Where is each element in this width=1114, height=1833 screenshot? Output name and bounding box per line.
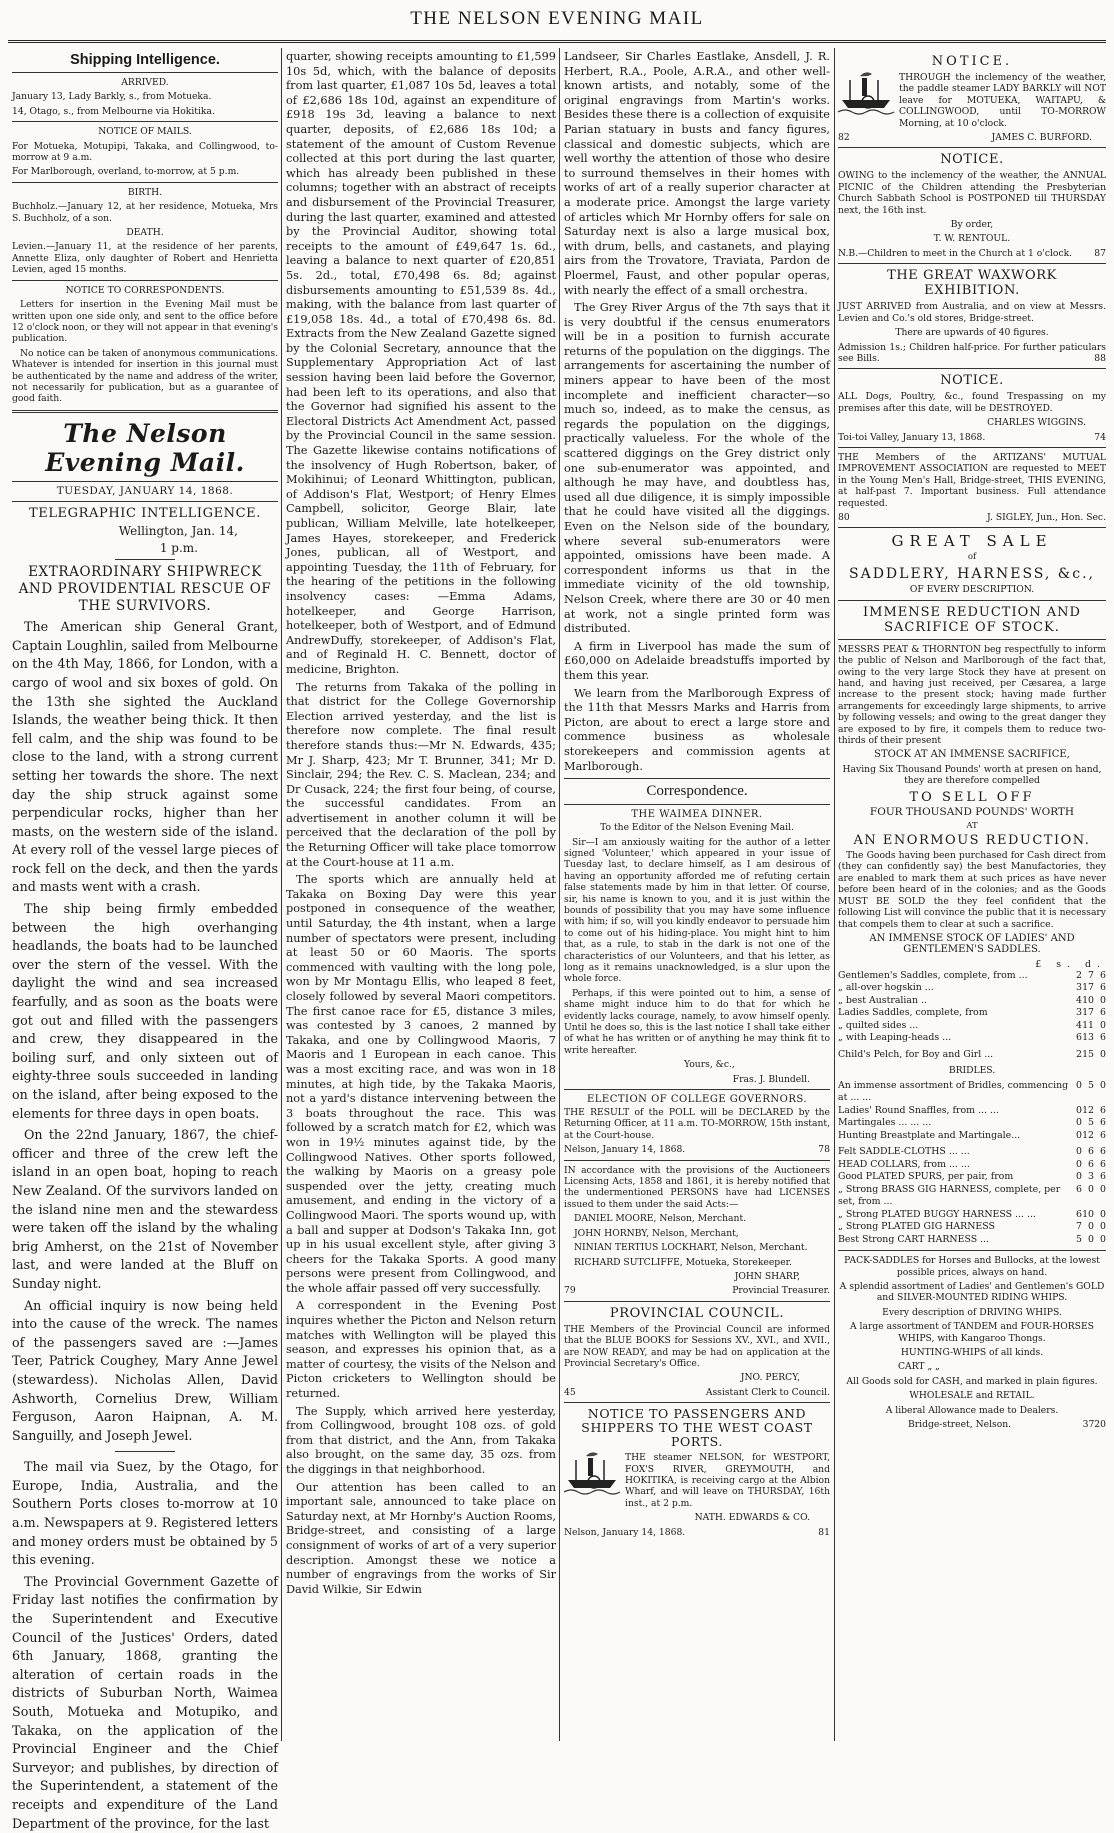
price-row — [838, 1146, 1106, 1159]
artizans-signature: 80 J. SIGLEY, Jun., Hon. Sec. — [838, 511, 1106, 523]
price-columns: £ s. d. — [1035, 958, 1106, 970]
column-divider — [834, 48, 835, 1741]
price-item: „ with Leaping-heads ... — [838, 1032, 952, 1044]
price-value: 12 — [1082, 1104, 1094, 1116]
birth-title: BIRTH. — [127, 186, 163, 198]
price-value: 0 — [1076, 1104, 1082, 1116]
price-value: 11 — [1082, 1019, 1094, 1031]
license-name: RICHARD SUTCLIFFE, Motueka, Storekeeper. — [574, 1256, 792, 1268]
price-value: 0 — [1100, 994, 1106, 1006]
price-value: 15 — [1082, 1048, 1094, 1060]
article-paragraph: Our attention has been called to an important sale, announced to take place on Saturday next, at Mr Hornby's Auction Rooms, Bridge-street, and consisting of a large consignment of works of art of a very superior description. Amongst these we notice a number of engravings from the works of Sir David Wilkie, Sir Edwin — [286, 1480, 556, 1596]
notice-text: OWING to the inclemency of the weather, the ANNUAL PICNIC of the Children attending the Presbyterian Church Sabbath School is POSTPONED till THURSDAY next, the 16th inst. — [838, 170, 1106, 216]
waxwork-admission: Admission 1s.; Children half-price. For further paticulars see Bills. 88 — [838, 341, 1106, 364]
telegraphic-place: Wellington, Jan. 14, — [118, 524, 238, 539]
immense-reduction-heading: IMMENSE REDUCTION AND SACRIFICE OF STOCK. — [863, 604, 1081, 635]
notice-title: NOTICE. — [940, 152, 1004, 168]
article-paragraph: The mail via Suez, by the Otago, for Europe, India, Australia, and the Southern Ports closes to-morrow at 10 a.m. Newspapers at 9. Registered letters and money orders must be obtained by 5 this evening. — [12, 1459, 278, 1568]
price-value: 12 — [1082, 1129, 1094, 1141]
council-title: PROVINCIAL COUNCIL. — [609, 1305, 785, 1321]
great-sale-heading: GREAT SALE — [891, 532, 1053, 551]
column-divider — [281, 48, 282, 1741]
column-4 — [838, 50, 1106, 1741]
price-value: 5 — [1088, 1079, 1094, 1091]
divider — [564, 1402, 830, 1403]
price-item: „ Strong PLATED BUGGY HARNESS ... ... — [838, 1208, 1036, 1220]
death-text: Levien.—January 11, at the residence of her parents, Annette Eliza, only daughter of Robert and Henrietta Levien, aged 15 months. — [12, 241, 278, 276]
sale-description: OF EVERY DESCRIPTION. — [909, 584, 1035, 596]
steamer-notice — [564, 1452, 830, 1512]
steamer-notice-text: THE steamer NELSON, for WESTPORT, FOX'S RIVER, GREYMOUTH, and HOKITIKA, is receiving cargo at the Albion Wharf, and will leave on THURSDAY, 16th inst., at 2 p.m. — [625, 1452, 830, 1509]
waxwork-figures: There are upwards of 40 figures. — [895, 327, 1049, 339]
column-2 — [286, 50, 556, 1741]
price-value: 0 — [1088, 1233, 1094, 1245]
article-paragraph: A correspondent in the Evening Post inquires whether the Picton and Nelson return matches with Wellington will be played this season, and expresses his opinion that, as a matter of courtesy, the visits of the Nelson and Picton cricketers to Wellington should be returned. — [286, 1299, 556, 1401]
price-value: 6 — [1100, 1032, 1106, 1044]
price-value: 0 — [1076, 1146, 1082, 1158]
correspondents-title: NOTICE TO CORRESPONDENTS. — [65, 284, 225, 296]
letter-closing: Yours, &c., — [684, 1059, 735, 1071]
letter-signature: Fras. J. Blundell. — [732, 1073, 810, 1085]
price-value: 6 — [1088, 1158, 1094, 1170]
price-value: 7 — [1088, 969, 1094, 981]
divider — [838, 527, 1106, 528]
divider — [564, 1301, 830, 1302]
four-thousand-line: FOUR THOUSAND POUNDS' WORTH — [869, 805, 1075, 818]
article-paragraph: The sports which are annually held at Takaka on Boxing Day were this year postponed in consequence of the weather, until Saturday, the 4th instant, when a large number of spectators were present, including at least 50 or 60 Maoris. The sports commenced with vaulting with the long pole, won by Mr Montagu Ellis, who leaped 8 feet, closely followed by several Maori competitors. The first canoe race for £5, distance 3 miles, was contested by 3 canoes, 2 manned by Takaka, and one by Collingwood Maoris, 7 Maoris and 1 European in each canoe. This was a most exciting race, and was won in 18 minutes, at high tide, by the Takaka Maoris, not a yard's distance intervening between the 3 boats throughout the race. This was followed by a scratch match for £2, which was won in 19½ minutes against tide, by the Collingwood Natives. Other sports followed, the walking by Maoris on a greasy pole suspended over the jetty, creating much amusement, and ending in the victory of a Collingwood Maori. The sports wound up, with a ball and supper at Dodson's Takaka Inn, got up in his usual excellent style, after giving 3 cheers for the Takaka Sports. A good many persons were present from Collingwood, and the whole affair passed off very successfully. — [286, 873, 556, 1295]
pack-saddles-line: PACK-SADDLES for Horses and Bullocks, at the lowest possible prices, always on hand. — [844, 1255, 1100, 1278]
artizans-text: THE Members of the ARTIZANS' MUTUAL IMPROVEMENT ASSOCIATION are requested to MEET in the Young Men's Hall, Bridge-street, THIS EVENING, at half-past 7. Important business. Full attendance requested. — [838, 451, 1106, 509]
price-value: 6 — [1100, 1007, 1106, 1019]
waxwork-text: JUST ARRIVED from Australia, and on view at Messrs. Levien and Co.'s old stores, Bridge-street. — [838, 301, 1106, 324]
letter-addressee: To the Editor of the Nelson Evening Mail. — [600, 822, 794, 834]
price-value: 6 — [1076, 1032, 1082, 1044]
price-item: „ quilted sides ... — [838, 1019, 919, 1031]
council-signature: JNO. PERCY, — [740, 1372, 800, 1384]
notice-signature: T. W. RENTOUL. — [933, 233, 1011, 245]
price-row — [838, 1159, 1106, 1172]
divider — [12, 72, 278, 73]
notice-signature: 82 JAMES C. BURFORD. — [838, 132, 1092, 144]
price-value: 6 — [1100, 982, 1106, 994]
article-paragraph: The returns from Takaka of the polling in that district for the College Governorship Election arrived yesterday, and the list is therefore now complete. The final result therefore stands thus:—Mr N. Edwards, 435; Mr J. Sharp, 423; Mr T. Brunner, 341; Mr D. Sinclair, 294; the Rev. C. S. Maclean, 234; and Dr Cusack, 224; the first four being, of course, the successful candidates. From an advertisement in another column it will be perceived that the declaration of the poll by the Returning Officer will take place tomorrow at the Court-house at 11 a.m. — [286, 680, 556, 869]
mails-title: NOTICE OF MAILS. — [98, 126, 192, 138]
column-divider — [559, 48, 560, 1741]
price-value: 10 — [1082, 994, 1094, 1006]
divider — [12, 121, 278, 122]
price-row — [838, 1130, 1106, 1143]
sale-paragraph: MESSRS PEAT & THORNTON beg respectfully to inform the public of Nelson and Marlborough of the fact that, owing to the very large Stock they have at present on hand, and having just received, per Cæsarea, a large increase to the present stock; having made further arrangements for exceedingly large shipments, to arrive by following vessels; and owing to the great danger they are exposed to by fire, it compels them to reduce two-thirds of their present — [838, 643, 1106, 747]
article-paragraph: The ship being firmly embedded between the high overhanging headlands, the boats had to be launched over the stern of the vessel. With the daylight the wind and sea increased fearfully, and as soon as the boats were got out and filled with the passengers and crew, they disappeared in the boiling surf, and only sixteen out of eighty-three souls succeeded in landing on the island, after being exposed to the elements for three days in open boats. — [12, 901, 278, 1121]
licenses-signature: JOHN SHARP, — [734, 1270, 800, 1282]
price-value: 0 — [1088, 1221, 1094, 1233]
sale-at: AT — [966, 821, 978, 832]
price-item: HEAD COLLARS, from ... ... — [838, 1158, 970, 1170]
price-value: 2 — [1076, 1048, 1082, 1060]
price-row — [838, 1007, 1106, 1020]
price-value: 6 — [1100, 1171, 1106, 1183]
price-value: 3 — [1076, 982, 1082, 994]
enormous-reduction-heading: AN ENORMOUS REDUCTION. — [853, 833, 1091, 849]
price-row — [838, 1105, 1106, 1118]
price-value: 17 — [1082, 982, 1094, 994]
article-paragraph: The Provincial Government Gazette of Friday last notifies the confirmation by the Superintendent and Executive Council of the Justices' Orders, dated 6th January, 1868, granting the alteration of certain roads in the districts of Suburban North, Waimea South, Motueka and Motupiko, and Takaka, on the application of the Provincial Engineer and the Chief Surveyor; and publishes, by direction of the Superintendent, a statement of the receipts and expenditure of the Land Department of the province, for the last — [12, 1573, 278, 1831]
arrived-line: 14, Otago, s., from Melbourne via Hokitika. — [12, 105, 215, 117]
price-value: 6 — [1100, 1104, 1106, 1116]
price-value: 0 — [1100, 1019, 1106, 1031]
waxwork-title: THE GREAT WAXWORK EXHIBITION. — [887, 268, 1057, 299]
licenses-text: IN accordance with the provisions of the Auctioneers Licensing Acts, 1858 and 1861, it is hereby notified that the undermentioned PERSONS have had LICENSES issued to them under the said Acts:— — [564, 1164, 830, 1210]
price-row — [838, 1080, 1106, 1105]
sale-of: of — [967, 552, 977, 563]
article-paragraph: Landseer, Sir Charles Eastlake, Ansdell, J. R. Herbert, R.A., Poole, A.R.A., and other well-known artists, and notably, some of the original engravings from Martin's works. Besides these there is a collection of exquisite Parian statuary in busts and fancy figures, classical and domestic subjects, which are well worthy the attention of those who desire to surround themselves in their homes with works of art of a really superior character at a moderate price. Amongst the large variety of articles which Mr Hornby offers for sale on Saturday next is also a large musical box, with drum, bells, and castanets, and playing airs from the Trovatore, Traviata, Pardon de Ploermel, Faust, and other popular operas, with nearly the effect of a small orchestra. — [564, 50, 830, 297]
price-row — [838, 970, 1106, 983]
price-value: 6 — [1100, 1117, 1106, 1129]
sale-having-line: Having Six Thousand Pounds' worth at presen on hand, they are therefore compelled — [842, 763, 1102, 787]
hunting-whips-line: HUNTING-WHIPS of all kinds. — [900, 1346, 1044, 1358]
price-item: „ Strong BRASS GIG HARNESS, complete, per set, from ... — [838, 1183, 1061, 1208]
price-value: 5 — [1076, 1233, 1082, 1245]
saddlery-heading: SADDLERY, HARNESS, &c., — [849, 566, 1095, 583]
shipwreck-headline: EXTRAORDINARY SHIPWRECK AND PROVIDENTIAL RESCUE OF THE SURVIVORS. — [18, 564, 272, 615]
price-item: Ladies Saddles, complete, from — [838, 1007, 988, 1019]
price-row — [838, 1049, 1106, 1062]
price-value: 3 — [1088, 1171, 1094, 1183]
divider — [838, 368, 1106, 369]
sale-paragraph: The Goods having been purchased for Cash direct from (they can confidently say) the best Manufactories, they are enabled to mark them at such prices as have never before been heard of in the colonies; and as the Goods MUST BE SOLD the they feel confident that the following List will convince the public that it is necessary that compels them to clear at such a sacrifice. — [838, 850, 1106, 930]
article-paragraph: An official inquiry is now being held into the cause of the wreck. The names of the passengers saved are :—James Teer, Patrick Coughey, Mary Anne Jewel (stewardess). Nicholas Allen, David Ashworth, Cornelius Drew, William Ferguson, Aaron Haipnan, A. M. Sanguilly, and Joseph Jewel. — [12, 1297, 278, 1443]
bridles-heading: BRIDLES. — [948, 1065, 996, 1077]
divider — [564, 1160, 830, 1161]
price-item: An immense assortment of Bridles, commencing at ... ... — [838, 1079, 1069, 1104]
letter-paragraph: Sir—I am anxiously waiting for the author of a letter signed 'Volunteer,' which appeared in your issue of Tuesday last, to declare himself, as I am desirous of having an opportunity afforded me of refuting certain false statements made by him in that letter. Of course, sir, his name is known to you, and it is just within the bounds of possibility that you may have some influence with him; if so, will you kindly endeavor to persuade him to come out of his hiding-place. You might hint to him that, as a rule, to stab in the dark is not one of the characteristics of our Volunteers, and that his letter, as long as it remains unacknowledged, is a slur upon the whole force. — [564, 836, 830, 985]
price-item: Good PLATED SPURS, per pair, from — [838, 1171, 1014, 1183]
price-value: 6 — [1100, 1129, 1106, 1141]
bridles-price-table — [838, 1080, 1106, 1143]
price-value: 0 — [1100, 1183, 1106, 1195]
sale-address: Bridge-street, Nelson. 3720 — [908, 1419, 1106, 1430]
divider — [115, 1451, 175, 1452]
divider — [838, 447, 1106, 448]
election-text: THE RESULT of the POLL will be DECLARED by the Returning Officer, at 11 a.m. TO-MORROW, 15th instant, at the Court-house. — [564, 1107, 830, 1141]
divider — [12, 410, 278, 413]
arrived-line: January 13, Lady Barkly, s., from Motueka. — [12, 91, 212, 103]
arrived-heading: ARRIVED. — [121, 77, 169, 88]
price-item: Hunting Breastplate and Martingale... — [838, 1129, 1021, 1141]
price-row — [838, 1234, 1106, 1247]
council-role: 45 Assistant Clerk to Council. — [564, 1386, 830, 1398]
paddle-steamer-icon — [838, 72, 894, 116]
price-item: „ best Australian .. — [838, 994, 927, 1006]
divider — [838, 600, 1106, 601]
lady-barkly-notice — [838, 72, 1106, 132]
price-row — [838, 1184, 1106, 1209]
notice-text: THROUGH the inclemency of the weather, the paddle steamer LADY BARKLY will NOT leave for MOTUEKA, WAITAPU, & COLLINGWOOD, until TO-MORROW Morning, at 10 o'clock. — [899, 72, 1106, 129]
notice-title: NOTICE. — [940, 373, 1004, 389]
price-value: 17 — [1082, 1007, 1094, 1019]
price-value: 6 — [1076, 1183, 1082, 1195]
notice-nb: N.B.—Children to meet in the Church at 1 o'clock. 87 — [838, 247, 1106, 259]
to-sell-off-heading: TO SELL OFF — [909, 789, 1035, 805]
divider — [838, 1250, 1106, 1251]
article-paragraph: The Supply, which arrived here yesterday, from Collingwood, brought 108 ozs. of gold from that district, and the Ann, from Takaka also brought, on the same day, 35 ozs. from the diggings in that neighborhood. — [286, 1404, 556, 1476]
price-item: Martingales ... ... ... — [838, 1117, 932, 1129]
riding-whips-line: A splendid assortment of Ladies' and Gentlemen's GOLD and SILVER-MOUNTED RIDING WHIPS. — [839, 1280, 1105, 1304]
passengers-signature: NATH. EDWARDS & CO. — [694, 1512, 810, 1524]
saddles-price-table — [838, 970, 1106, 1045]
divider — [12, 280, 278, 281]
telegraphic-time: 1 p.m. — [159, 541, 198, 556]
price-row — [838, 1032, 1106, 1045]
price-row — [838, 995, 1106, 1008]
saddles-heading: AN IMMENSE STOCK OF LADIES' AND GENTLEMEN'S SADDLES. — [869, 932, 1075, 956]
passengers-title: NOTICE TO PASSENGERS AND SHIPPERS TO THE WEST COAST PORTS. — [581, 1406, 813, 1450]
price-value: 5 — [1088, 1117, 1094, 1129]
cart-whips-line: CART „ „ — [898, 1361, 940, 1373]
article-paragraph: The Grey River Argus of the 7th says that it is very doubtful if the census enumerators will be in a position to furnish accurate returns of the population on the diggings. The arrangements for ascertaining the number of miners appear to have been of the most incomplete and inefficient character—so much so, indeed, as to make the census, as regards the population on the diggings, practically valueless. For the whole of the scattered diggings on the Grey district only one sub-enumerator was appointed, and although he may have, and doubtless has, used all due diligence, it is simply impossible that he could have visited all the diggings. Even on the Nelson side of the boundary, where several sub-enumerators were appointed, omissions have been made. A correspondent informs us that in the immediate vicinity of the old township, Nelson Creek, where there are 30 or 40 men at work, not a single printed form was distributed. — [564, 301, 830, 636]
sale-stock-line: STOCK AT AN IMMENSE SACRIFICE, — [874, 749, 1070, 761]
passengers-date: Nelson, January 14, 1868. 81 — [564, 1526, 830, 1538]
price-row — [838, 1209, 1106, 1222]
article-paragraph: A firm in Liverpool has made the sum of £60,000 on Adelaide breadstuffs imported by them this year. — [564, 639, 830, 682]
price-value: 0 — [1076, 1129, 1082, 1141]
price-value: 0 — [1088, 1183, 1094, 1195]
divider — [838, 263, 1106, 264]
allowance-line: A liberal Allowance made to Dealers. — [885, 1404, 1059, 1416]
license-name: DANIEL MOORE, Nelson, Merchant. — [574, 1213, 747, 1225]
price-item: Felt SADDLE-CLOTHS ... ... — [838, 1146, 970, 1158]
price-item: Gentlemen's Saddles, complete, from ... — [838, 969, 1028, 981]
divider — [838, 147, 1106, 148]
price-value: 6 — [1100, 969, 1106, 981]
price-value: 0 — [1076, 1171, 1082, 1183]
notice-signature: CHARLES WIGGINS. — [987, 417, 1086, 429]
election-title: ELECTION OF COLLEGE GOVERNORS. — [586, 1094, 808, 1106]
price-value: 6 — [1100, 1146, 1106, 1158]
divider — [12, 182, 278, 183]
correspondence-title: Correspondence. — [646, 783, 748, 800]
license-name: JOHN HORNBY, Nelson, Merchant, — [574, 1227, 739, 1239]
mails-line: For Marlborough, overland, to-morrow, at 5 p.m. — [12, 166, 240, 178]
cash-line: All Goods sold for CASH, and marked in plain figures. — [846, 1375, 1098, 1387]
election-date: Nelson, January 14, 1868. 78 — [564, 1144, 830, 1156]
notice-date: Toi-toi Valley, January 13, 1868. 74 — [838, 431, 1106, 443]
newspaper-logo: The Nelson Evening Mail. — [45, 418, 245, 477]
article-paragraph: We learn from the Marlborough Express of the 11th that Messrs Marks and Harris from Picton, are about to erect a large store and commence business as wholesale storekeepers and commission agents at Marlborough. — [564, 686, 830, 773]
price-value: 4 — [1076, 1019, 1082, 1031]
divider — [838, 639, 1106, 640]
price-value: 0 — [1100, 1221, 1106, 1233]
price-value: 6 — [1100, 1158, 1106, 1170]
divider — [564, 804, 830, 805]
harness-price-table — [838, 1146, 1106, 1246]
price-value: 2 — [1076, 969, 1082, 981]
price-item: „ all-over hogskin ... — [838, 982, 934, 994]
price-value: 7 — [1076, 1221, 1082, 1233]
price-row — [838, 1171, 1106, 1184]
price-item: Ladies' Round Snaffles, from ... ... — [838, 1104, 999, 1116]
price-value: 3 — [1076, 1007, 1082, 1019]
correspondents-p2: No notice can be taken of anonymous communications. Whatever is intended for insertion in this journal must be authenticated by the name and address of the writer, not necessarily for publication, but as a guarantee of good faith. — [12, 347, 278, 405]
article-paragraph: quarter, showing receipts amounting to £1,599 10s 5d, which, with the balance of deposits from last quarter, £1,087 10s 5d, leaves a total of £2,686 18s 10d, against an expenditure of £918 19s 3d, leaving a balance to next quarter, deposits, of £2,686 18s 10d; a statement of the amount of Custom Revenue collected at this port during the last quarter, which has already been published in these columns; together with an abstract of receipts and disbursement of the Provincial Treasurer, during the last quarter, examined and attested by the Provincial Auditor, showing total receipts to the amount of £49,647 1s. 6d., leaving a balance to next quarter of £20,851 5s. 2d., total, £70,498 6s. 8d; against disbursements amounting to £51,539 8s. 4d., making, with the balance from last quarter of £19,058 18s. 4d., a total of £70,498 6s. 8d. Extracts from the New Zealand Gazette signed by the Colonial Secretary, announce that the Supplementary Appropriation Act of last session having been laid before the Governor, had been left to its operations, and also that the Governor had signified his assent to the Electoral Districts Act Amendment Act, passed by the Provincial Council in the same session. The Gazette likewise contains notifications of the insolvency of Hugh Robertson, baker, of Mokihinui; of Leonard Whittington, publican, of Addison's Flat, Westport; of Henry Elmes Campbell, solicitor, George Blair, late publican, William Melville, late hotelkeeper, James Hayes, storekeeper, and Frederick Jones, publican, all of Westport, and appointing Tuesday, the 11th of February, for the hearing of the petitions in the following insolvency cases: —Emma Adams, hotelkeeper, and George Harrison, hotelkeeper, both of Westport, and of Edmund AndrewDuffy, storekeeper, of Addison's Flat, and of Reginald H. C. Bennett, doctor of medicine, Brighton. — [286, 50, 556, 676]
price-value: 0 — [1076, 1079, 1082, 1091]
price-value: 0 — [1100, 1208, 1106, 1220]
price-value: 6 — [1076, 1208, 1082, 1220]
tandem-whips-line: A large assortment of TANDEM and FOUR-HORSES WHIPS, with Kangaroo Thongs. — [850, 1321, 1094, 1344]
price-row — [838, 1117, 1106, 1130]
masthead-rule — [8, 40, 1106, 43]
price-value: 0 — [1100, 1048, 1106, 1060]
mails-line: For Motueka, Motupipi, Takaka, and Collingwood, to-morrow at 9 a.m. — [12, 140, 278, 164]
price-item: Best Strong CART HARNESS ... — [838, 1233, 990, 1245]
price-value: 0 — [1076, 1158, 1082, 1170]
article-paragraph: On the 22nd January, 1867, the chief-officer and three of the crew left the island in an open boat, hoping to reach New Zealand. Of the survivors landed on the island nine men and the stewardess were taken off the island by the whaling brig Amherst, on the 21st of November last, and were landed at the Bluff on Sunday night. — [12, 1127, 278, 1291]
birth-text: Buchholz.—January 12, at her residence, Motueka, Mrs S. Buchholz, of a son. — [12, 201, 278, 224]
steamship-icon — [564, 1452, 620, 1496]
price-value: 4 — [1076, 994, 1082, 1006]
price-value: 0 — [1100, 1233, 1106, 1245]
price-row — [838, 1221, 1106, 1234]
notice-order: By order, — [950, 219, 994, 231]
death-title: DEATH. — [126, 227, 164, 239]
price-row — [838, 982, 1106, 995]
divider — [564, 778, 830, 779]
divider — [564, 1089, 830, 1090]
pelch-price-table — [838, 1049, 1106, 1062]
divider — [12, 501, 278, 502]
licenses-role: 79 Provincial Treasurer. — [564, 1285, 830, 1297]
council-text: THE Members of the Provincial Council are informed that the BLUE BOOKS for Sessions XV., XVI., and XVII., are NOW READY, and may be had on application at the Provincial Secretary's Office. — [564, 1323, 830, 1369]
price-row — [838, 1020, 1106, 1033]
column-1 — [12, 50, 278, 1831]
notice-title: NOTICE. — [931, 54, 1013, 69]
price-item: Child's Pelch, for Boy and Girl ... — [838, 1048, 994, 1060]
issue-date: TUESDAY, JANUARY 14, 1868. — [56, 484, 234, 497]
telegraphic-title: TELEGRAPHIC INTELLIGENCE. — [28, 506, 262, 522]
price-value: 13 — [1082, 1032, 1094, 1044]
notice-text: ALL Dogs, Poultry, &c., found Trespassing on my premises after this date, will be DESTROYED. — [838, 391, 1106, 414]
shipping-title: Shipping Intelligence. — [70, 52, 220, 68]
price-value: 6 — [1088, 1146, 1094, 1158]
price-item: „ Strong PLATED GIG HARNESS — [838, 1221, 995, 1233]
price-value: 0 — [1100, 1079, 1106, 1091]
divider — [12, 481, 278, 482]
article-paragraph: The American ship General Grant, Captain Loughlin, sailed from Melbourne on the 4th May, 1866, for London, with a cargo of wool and six boxes of gold. On the 13th she sighted the Auckland Islands, the weather being thick. It then fell calm, and the ship was found to be close to the land, with a strong current setting her towards the shore. The next day the ship struck against some perpendicular rocks, higher than her masts, on the western side of the island. At every roll of the vessel large pieces of rock fell on the deck, and then the yards and masts went with a crash. — [12, 619, 278, 895]
driving-whips-line: Every description of DRIVING WHIPS. — [882, 1306, 1062, 1318]
wholesale-line: WHOLESALE and RETAIL. — [909, 1390, 1035, 1402]
divider — [115, 559, 175, 560]
letter-paragraph: Perhaps, if this were pointed out to him, a sense of shame might induce him to do that for which he evidently lacks courage, namely, to avow himself openly. Until he does so, this is the last notice I shall take either of what he has written or of anything he may think fit to write hereafter. — [564, 987, 830, 1056]
price-value: 10 — [1082, 1208, 1094, 1220]
correspondents-p1: Letters for insertion in the Evening Mail must be written upon one side only, and sent to the office before 12 o'clock noon, or they will not appear in that evening's publication. — [12, 299, 278, 345]
column-3 — [564, 50, 830, 1741]
license-name: NINIAN TERTIUS LOCKHART, Nelson, Merchant. — [574, 1242, 808, 1254]
waimea-dinner-heading: THE WAIMEA DINNER. — [631, 809, 763, 821]
masthead: THE NELSON EVENING MAIL — [410, 8, 704, 29]
price-value: 0 — [1076, 1117, 1082, 1129]
